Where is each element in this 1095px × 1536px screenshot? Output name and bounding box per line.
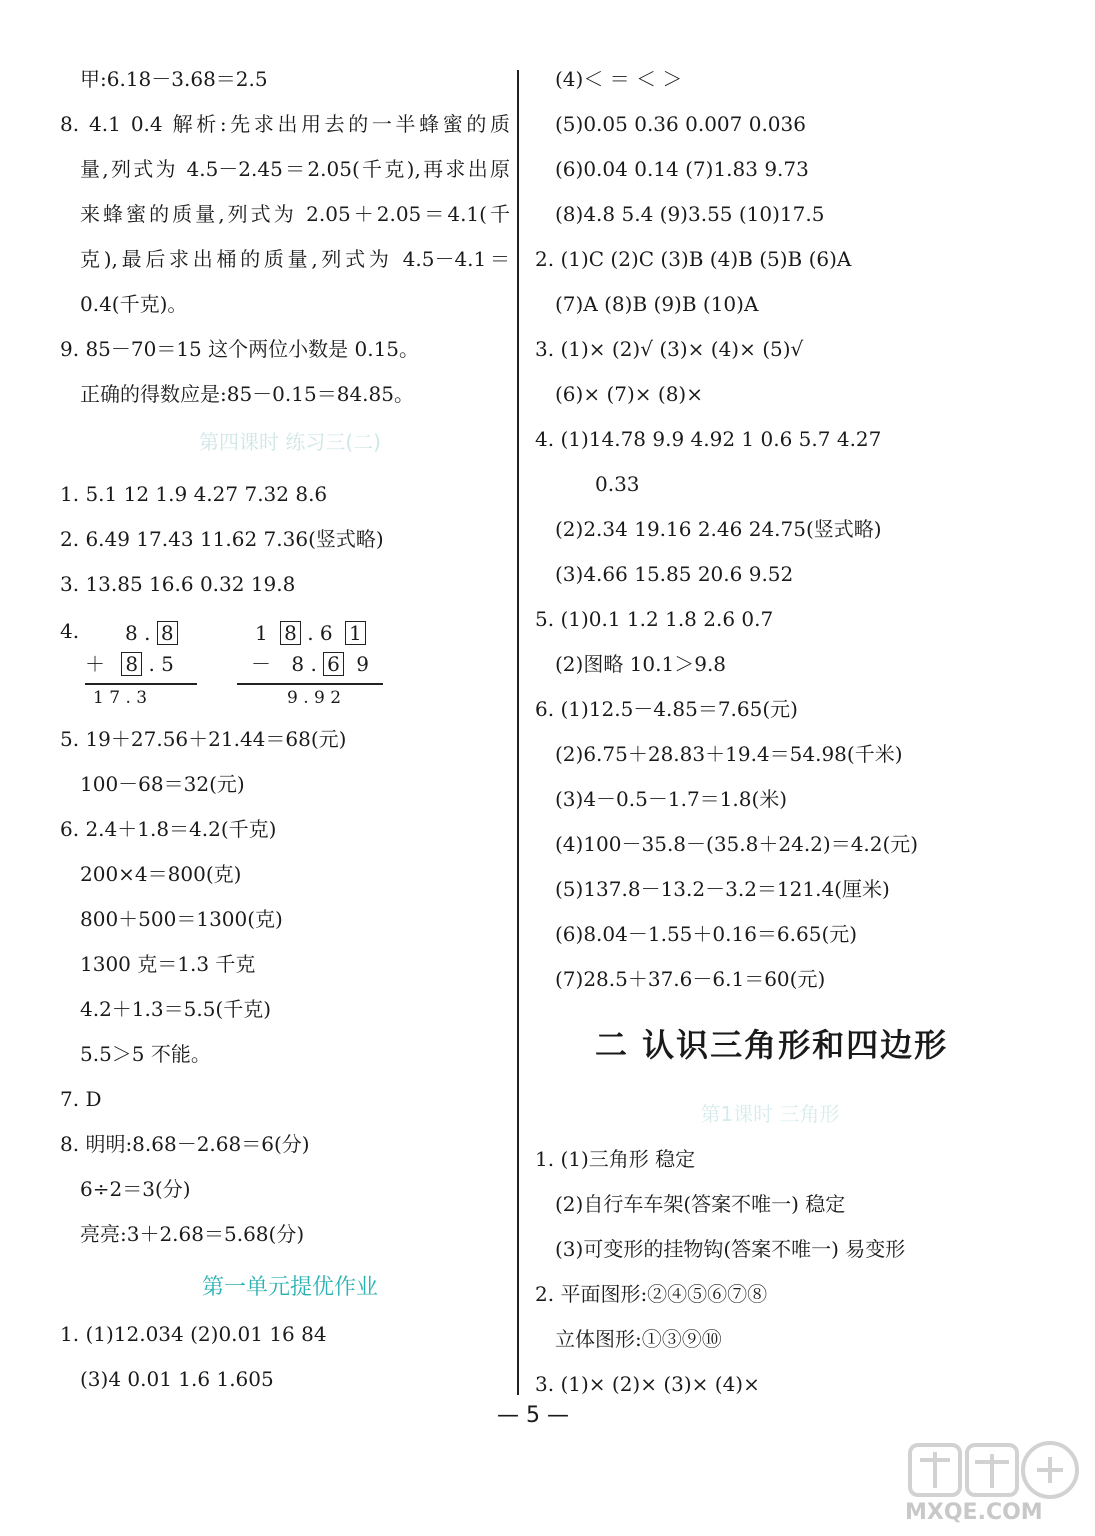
answer-line: (5)137.8－13.2－3.2＝121.4(厘米): [555, 877, 890, 901]
sum-result: 1 7 . 3: [93, 688, 148, 708]
answer-line: (7)A (8)B (9)B (10)A: [555, 292, 759, 316]
answer-line: 克),最后求出桶的质量,列式为 4.5－4.1＝: [80, 247, 510, 271]
answer-line: 0.33: [595, 472, 640, 496]
answer-line: 8. 4.1 0.4 解析:先求出用去的一半蜂蜜的质: [60, 112, 510, 136]
answer-line: (6)0.04 0.14 (7)1.83 9.73: [555, 157, 809, 181]
answer-box: 8: [280, 621, 301, 645]
minus-sign: －: [251, 652, 271, 676]
answer-line: (2)图略 10.1＞9.8: [555, 652, 727, 676]
answer-line: 4.: [60, 619, 80, 643]
answer-line: (3)4 0.01 1.6 1.605: [80, 1367, 274, 1391]
answer-line: (5)0.05 0.36 0.007 0.036: [555, 112, 806, 136]
section-title-lesson-1: 第1课时 三角形: [700, 1102, 840, 1126]
answer-line: (8)4.8 5.4 (9)3.55 (10)17.5: [555, 202, 825, 226]
answer-line: 6÷2＝3(分): [80, 1177, 191, 1201]
answer-line: 立体图形:①③⑨⑩: [555, 1327, 722, 1351]
answer-line: (6)8.04－1.55＋0.16＝6.65(元): [555, 922, 858, 946]
answer-line: 200×4＝800(克): [80, 862, 242, 886]
answer-line: 2. 平面图形:②④⑤⑥⑦⑧: [535, 1282, 768, 1306]
answer-line: (2)6.75＋28.83＋19.4＝54.98(千米): [555, 742, 903, 766]
answer-line: 5. 19＋27.56＋21.44＝68(元): [60, 727, 347, 751]
vertical-subtraction: [237, 615, 387, 708]
answer-line: (4)100－35.8－(35.8＋24.2)＝4.2(元): [555, 832, 919, 856]
vertical-addition: [85, 615, 205, 708]
answer-line: (2)2.34 19.16 2.46 24.75(竖式略): [555, 517, 882, 541]
answer-box: 8: [121, 652, 142, 676]
answer-line: (3)4－0.5－1.7＝1.8(米): [555, 787, 788, 811]
answer-line: 3. 13.85 16.6 0.32 19.8: [60, 572, 296, 596]
difference-result: 9 . 9 2: [287, 688, 342, 708]
answer-line: 量,列式为 4.5－2.45＝2.05(千克),再求出原: [80, 157, 510, 181]
answer-line: 6. 2.4＋1.8＝4.2(千克): [60, 817, 277, 841]
plus-sign: ＋: [85, 652, 105, 676]
answer-line: (4)＜ ＝ ＜ ＞: [555, 67, 683, 91]
answer-line: (7)28.5＋37.6－6.1＝60(元): [555, 967, 826, 991]
digit: . 6: [307, 621, 333, 645]
watermark-text: MXQE.COM: [905, 1500, 1043, 1525]
digit: 1: [255, 621, 268, 645]
answer-line: (6)× (7)× (8)×: [555, 382, 703, 406]
answer-line: 100－68＝32(元): [80, 772, 245, 796]
digit: 8 .: [291, 652, 317, 676]
answer-line: 800＋500＝1300(克): [80, 907, 283, 931]
answer-line: 1300 克＝1.3 千克: [80, 952, 256, 976]
answer-line: 4.2＋1.3＝5.5(千克): [80, 997, 272, 1021]
section-title-lesson: 第四课时 练习三(二): [199, 430, 381, 454]
digit: . 5: [148, 652, 174, 676]
answer-line: 1. (1)三角形 稳定: [535, 1147, 696, 1171]
answer-line: 来蜂蜜的质量,列式为 2.05＋2.05＝4.1(千: [80, 202, 510, 226]
answer-line: 5. (1)0.1 1.2 1.8 2.6 0.7: [535, 607, 774, 631]
answer-line: (2)自行车车架(答案不唯一) 稳定: [555, 1192, 846, 1216]
page-number: — 5 —: [497, 1403, 569, 1428]
answer-line: 1. 5.1 12 1.9 4.27 7.32 8.6: [60, 482, 328, 506]
answer-line: 4. (1)14.78 9.9 4.92 1 0.6 5.7 4.27: [535, 427, 882, 451]
digit: 8 .: [125, 621, 151, 645]
answer-line: 9. 85－70＝15 这个两位小数是 0.15。: [60, 337, 420, 361]
answer-line: (3)可变形的挂物钩(答案不唯一) 易变形: [555, 1237, 906, 1261]
answer-line: 2. (1)C (2)C (3)B (4)B (5)B (6)A: [535, 247, 852, 271]
answer-line: 6. (1)12.5－4.85＝7.65(元): [535, 697, 798, 721]
answer-line: 1. (1)12.034 (2)0.01 16 84: [60, 1322, 327, 1346]
answer-line: 亮亮:3＋2.68＝5.68(分): [80, 1222, 305, 1246]
answer-box: 8: [157, 621, 178, 645]
chapter-title: 二 认识三角形和四边形: [595, 1026, 949, 1064]
answer-line: 3. (1)× (2)× (3)× (4)×: [535, 1372, 760, 1396]
answer-line: 7. D: [60, 1087, 102, 1111]
answer-line: 0.4(千克)。: [80, 292, 188, 316]
answer-box: 6: [323, 652, 344, 676]
section-title-unit-homework: 第一单元提优作业: [201, 1275, 378, 1300]
answer-line: 5.5＞5 不能。: [80, 1042, 211, 1066]
column-divider: [517, 70, 519, 1395]
answer-line: 甲:6.18－3.68＝2.5: [80, 67, 268, 91]
answer-box: 1: [345, 621, 366, 645]
answer-line: 8. 明明:8.68－2.68＝6(分): [60, 1132, 310, 1156]
answer-line: (3)4.66 15.85 20.6 9.52: [555, 562, 794, 586]
answer-line: 2. 6.49 17.43 11.62 7.36(竖式略): [60, 527, 384, 551]
answer-line: 正确的得数应是:85－0.15＝84.85。: [80, 382, 414, 406]
answer-line: 3. (1)× (2)√ (3)× (4)× (5)√: [535, 337, 804, 361]
digit: 9: [356, 652, 369, 676]
